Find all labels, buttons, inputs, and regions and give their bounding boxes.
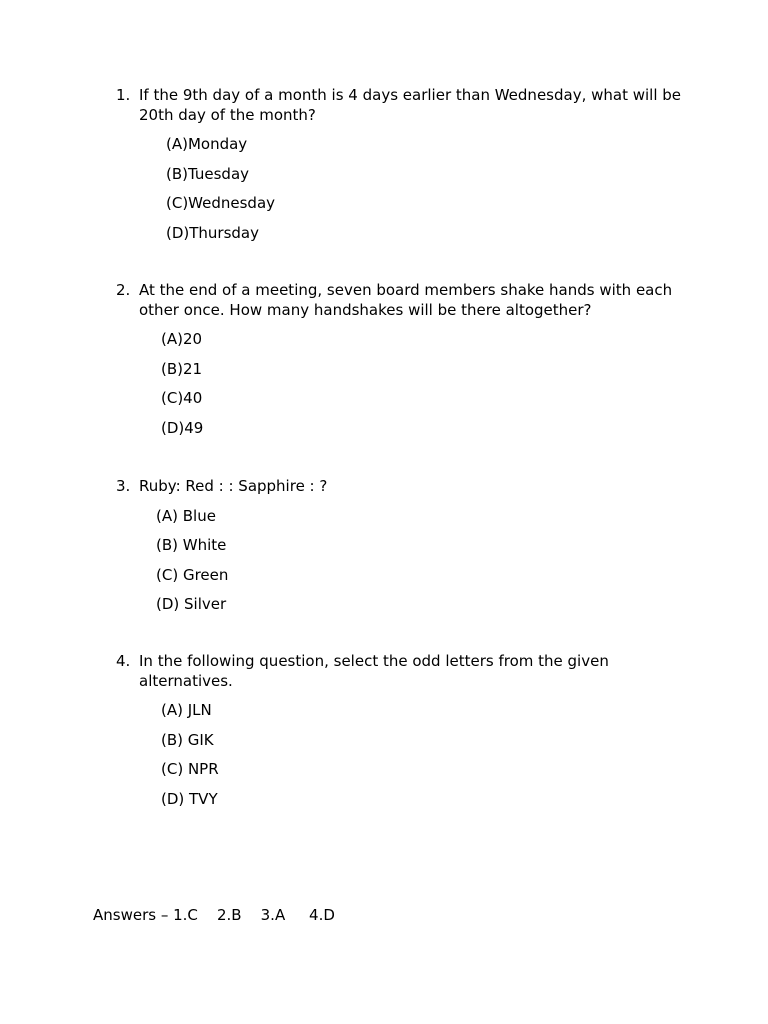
option-list (116, 330, 686, 448)
question-4 (116, 652, 686, 819)
option-a: (A)20 (161, 330, 203, 348)
question-number: 4. (116, 652, 131, 670)
option-a: (A) Blue (156, 506, 216, 525)
option-list (116, 507, 686, 625)
answer-key: Answers – 1.C 2.B 3.A 4.D (93, 906, 335, 924)
option-d: (D) TVY (161, 789, 218, 808)
question-text: At the end of a meeting, seven board members shake hands with each other once. How many handshakes will be there altogether? (139, 281, 673, 319)
option-a: (A) JLN (161, 701, 212, 719)
option-d: (D) Silver (156, 595, 227, 613)
question-1 (116, 86, 686, 253)
question-3 (116, 477, 686, 625)
question-number: 3. (116, 477, 131, 495)
option-b: (B)21 (161, 359, 203, 378)
question-1-stem (116, 86, 686, 125)
option-c: (C) Green (156, 565, 229, 584)
question-2-stem (116, 281, 686, 320)
option-d: (D)49 (161, 418, 204, 437)
option-b: (B)Tuesday (166, 164, 250, 183)
option-c: (C) NPR (161, 760, 219, 778)
question-2 (116, 281, 686, 448)
question-number: 1. (116, 86, 131, 104)
question-number: 2. (116, 281, 131, 299)
question-text: In the following question, select the odd letters from the given alternatives. (139, 652, 609, 690)
question-text: If the 9th day of a month is 4 days earlier than Wednesday, what will be 20th day of the month? (139, 86, 682, 124)
question-text: Ruby: Red : : Sapphire : ? (139, 477, 328, 495)
option-c: (C)40 (161, 389, 203, 407)
option-list (116, 135, 686, 253)
question-3-stem (116, 477, 686, 497)
option-b: (B) GIK (161, 730, 214, 749)
option-a: (A)Monday (166, 135, 248, 153)
option-b: (B) White (156, 536, 227, 554)
option-list (116, 701, 686, 819)
option-c: (C)Wednesday (166, 194, 276, 212)
question-4-stem (116, 652, 686, 691)
option-d: (D)Thursday (166, 223, 260, 242)
